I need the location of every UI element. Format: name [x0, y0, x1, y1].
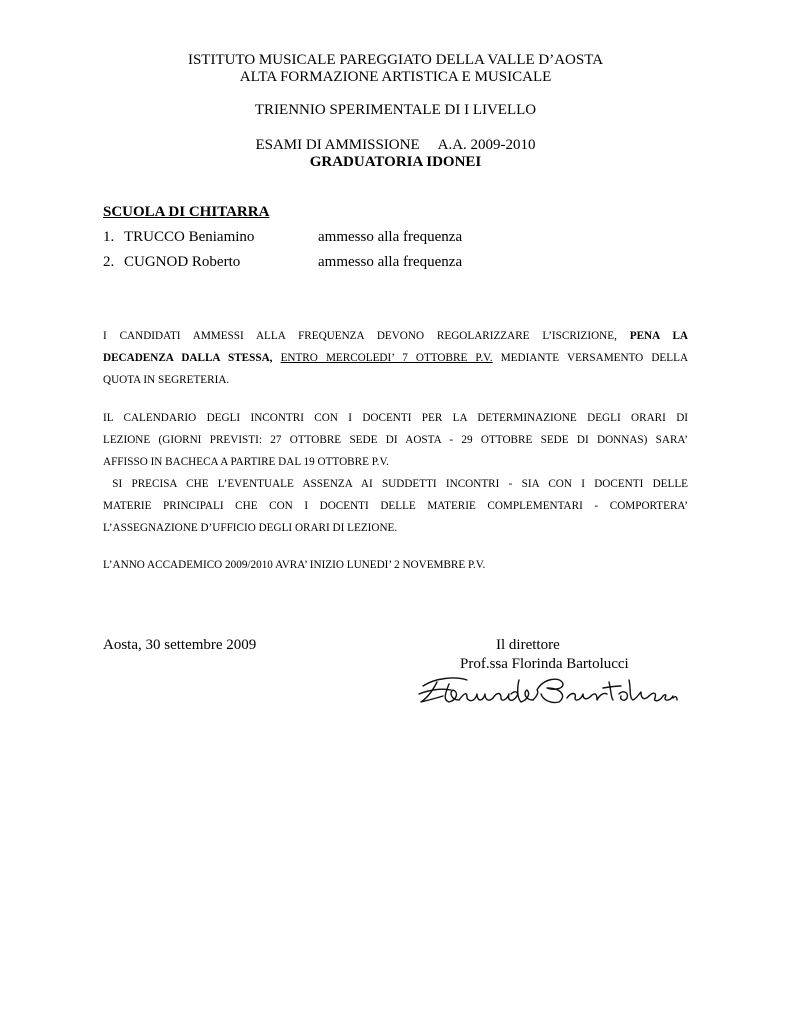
enrollment-notice	[103, 325, 688, 391]
ranking-title: GRADUATORIA IDONEI	[309, 154, 482, 170]
director-signature	[415, 670, 680, 712]
academic-year: A.A. 2009-2010	[437, 137, 536, 153]
notice-penalty-cont: DECADENZA DALLA STESSA,	[103, 352, 273, 364]
notice-rest: MEDIANTE VERSAMENTO DELLA	[500, 352, 689, 364]
notice-line: LEZIONE (GIORNI PREVISTI: 27 OTTOBRE SEDE DI AOSTA - 29 OTTOBRE SEDE DI DONNAS) SARA’	[103, 434, 688, 446]
director-name: Prof.ssa Florinda Bartolucci	[460, 656, 629, 672]
candidate-name: CUGNOD Roberto	[124, 254, 241, 270]
academic-year-notice	[103, 554, 688, 576]
notice-line: QUOTA IN SEGRETERIA.	[103, 374, 230, 386]
calendar-notice	[103, 407, 688, 539]
triennium-title: TRIENNIO SPERIMENTALE DI I LIVELLO	[254, 102, 537, 118]
institute-name: ISTITUTO MUSICALE PAREGGIATO DELLA VALLE D’AOSTA	[187, 52, 604, 68]
formation-title: ALTA FORMAZIONE ARTISTICA E MUSICALE	[239, 69, 552, 85]
candidate-status: ammesso alla frequenza	[318, 229, 463, 245]
notice-penalty: PENA LA	[629, 330, 688, 342]
director-role: Il direttore	[496, 637, 560, 653]
candidate-name: TRUCCO Beniamino	[124, 229, 255, 245]
notice-deadline: ENTRO MERCOLEDI’ 7 OTTOBRE P.V.	[280, 352, 493, 364]
notice-line: L’ASSEGNAZIONE D’UFFICIO DEGLI ORARI DI LEZIONE.	[103, 522, 398, 534]
notice-line	[103, 325, 688, 347]
candidate-number: 2.	[103, 254, 115, 270]
notice-line: L’ANNO ACCADEMICO 2009/2010 AVRA’ INIZIO LUNEDI’ 2 NOVEMBRE P.V.	[103, 559, 486, 571]
candidate-status: ammesso alla frequenza	[318, 254, 463, 270]
notice-lead: I CANDIDATI AMMESSI ALLA FREQUENZA DEVONO REGOLARIZZARE L’ISCRIZIONE,	[103, 330, 617, 342]
notice-line: IL CALENDARIO DEGLI INCONTRI CON I DOCENTI PER LA DETERMINAZIONE DEGLI ORARI DI	[103, 412, 688, 424]
exam-title	[0, 137, 791, 154]
notice-line	[103, 347, 688, 369]
school-title: SCUOLA DI CHITARRA	[103, 204, 270, 220]
notice-line: MATERIE PRINCIPALI CHE CON I DOCENTI DELLE MATERIE COMPLEMENTARI - COMPORTERA’	[103, 500, 688, 512]
exam-label: ESAMI DI AMMISSIONE	[255, 137, 420, 153]
notice-line: SI PRECISA CHE L’EVENTUALE ASSENZA AI SUDDETTI INCONTRI - SIA CON I DOCENTI DELLE	[103, 478, 688, 490]
notice-line: AFFISSO IN BACHECA A PARTIRE DAL 19 OTTOBRE P.V.	[103, 456, 389, 468]
candidate-number: 1.	[103, 229, 115, 245]
place-date: Aosta, 30 settembre 2009	[103, 637, 257, 653]
